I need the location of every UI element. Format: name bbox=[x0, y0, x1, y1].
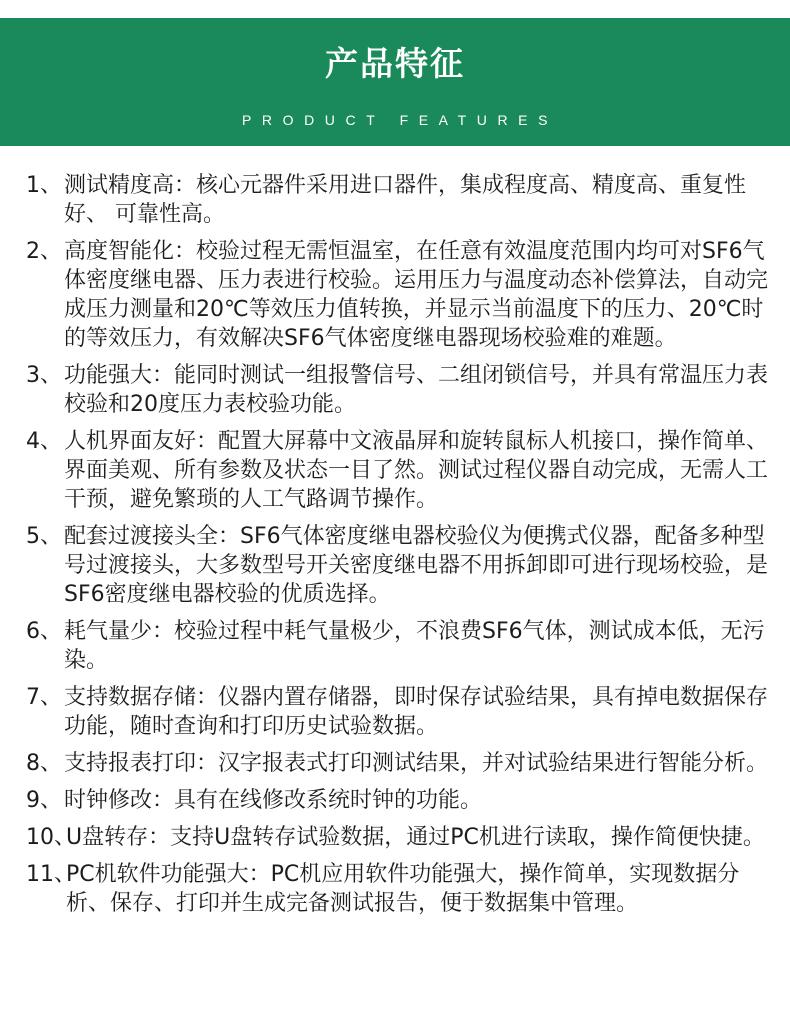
feature-text: 耗气量少：校验过程中耗气量极少，不浪费SF6气体，测试成本低，无污染。 bbox=[64, 619, 765, 673]
feature-item bbox=[26, 683, 778, 741]
feature-number: 2、 bbox=[26, 239, 62, 264]
feature-item bbox=[26, 427, 778, 514]
feature-number: 3、 bbox=[26, 363, 62, 388]
feature-number: 11、 bbox=[26, 862, 76, 887]
feature-item bbox=[26, 361, 778, 419]
feature-text: 支持数据存储：仪器内置存储器，即时保存试验结果，具有掉电数据保存功能，随时查询和打印历史试验数据。 bbox=[64, 685, 769, 739]
feature-number: 6、 bbox=[26, 619, 62, 644]
feature-number: 7、 bbox=[26, 685, 62, 710]
feature-text: 高度智能化：校验过程无需恒温室，在任意有效温度范围内均可对SF6气体密度继电器、压力表进行校验。运用压力与温度动态补偿算法，自动完成压力测量和20℃等效压力值转换，并显示当前温度下的压力、20℃时的等效压力，有效解决SF6气体密度继电器现场校验难的难题。 bbox=[64, 239, 769, 351]
feature-item bbox=[26, 237, 778, 353]
feature-text: 时钟修改：具有在线修改系统时钟的功能。 bbox=[64, 788, 483, 813]
feature-number: 1、 bbox=[26, 173, 62, 198]
feature-text: 功能强大：能同时测试一组报警信号、二组闭锁信号，并具有常温压力表校验和20度压力表校验功能。 bbox=[64, 363, 769, 417]
feature-item bbox=[26, 823, 778, 852]
feature-number: 5、 bbox=[26, 524, 62, 549]
feature-item bbox=[26, 749, 778, 778]
feature-text: U盘转存：支持U盘转存试验数据，通过PC机进行读取，操作简便快捷。 bbox=[66, 825, 765, 850]
feature-text: 测试精度高：核心元器件采用进口器件，集成程度高、精度高、重复性好、 可靠性高。 bbox=[64, 173, 747, 227]
feature-text: PC机软件功能强大：PC机应用软件功能强大，操作简单，实现数据分析、保存、打印并生成完备测试报告，便于数据集中管理。 bbox=[66, 862, 740, 916]
feature-item bbox=[26, 786, 778, 815]
feature-item bbox=[26, 860, 778, 918]
feature-item bbox=[26, 522, 778, 609]
feature-item bbox=[26, 171, 778, 229]
feature-list bbox=[26, 171, 778, 926]
page-title: 产品特征 bbox=[325, 44, 465, 83]
feature-number: 8、 bbox=[26, 751, 62, 776]
feature-number: 4、 bbox=[26, 429, 62, 454]
feature-text: 人机界面友好：配置大屏幕中文液晶屏和旋转鼠标人机接口，操作简单、界面美观、所有参数及状态一目了然。测试过程仪器自动完成，无需人工干预，避免繁琐的人工气路调节操作。 bbox=[64, 429, 769, 512]
header-banner bbox=[0, 18, 790, 146]
page-subtitle: PRODUCT FEATURES bbox=[241, 112, 559, 128]
feature-item bbox=[26, 617, 778, 675]
feature-text: 配套过渡接头全：SF6气体密度继电器校验仪为便携式仪器，配备多种型号过渡接头，大多数型号开关密度继电器不用拆卸即可进行现场校验，是SF6密度继电器校验的优质选择。 bbox=[64, 524, 769, 607]
feature-number: 10、 bbox=[26, 825, 76, 850]
feature-text: 支持报表打印：汉字报表式打印测试结果，并对试验结果进行智能分析。 bbox=[64, 751, 769, 776]
feature-number: 9、 bbox=[26, 788, 62, 813]
